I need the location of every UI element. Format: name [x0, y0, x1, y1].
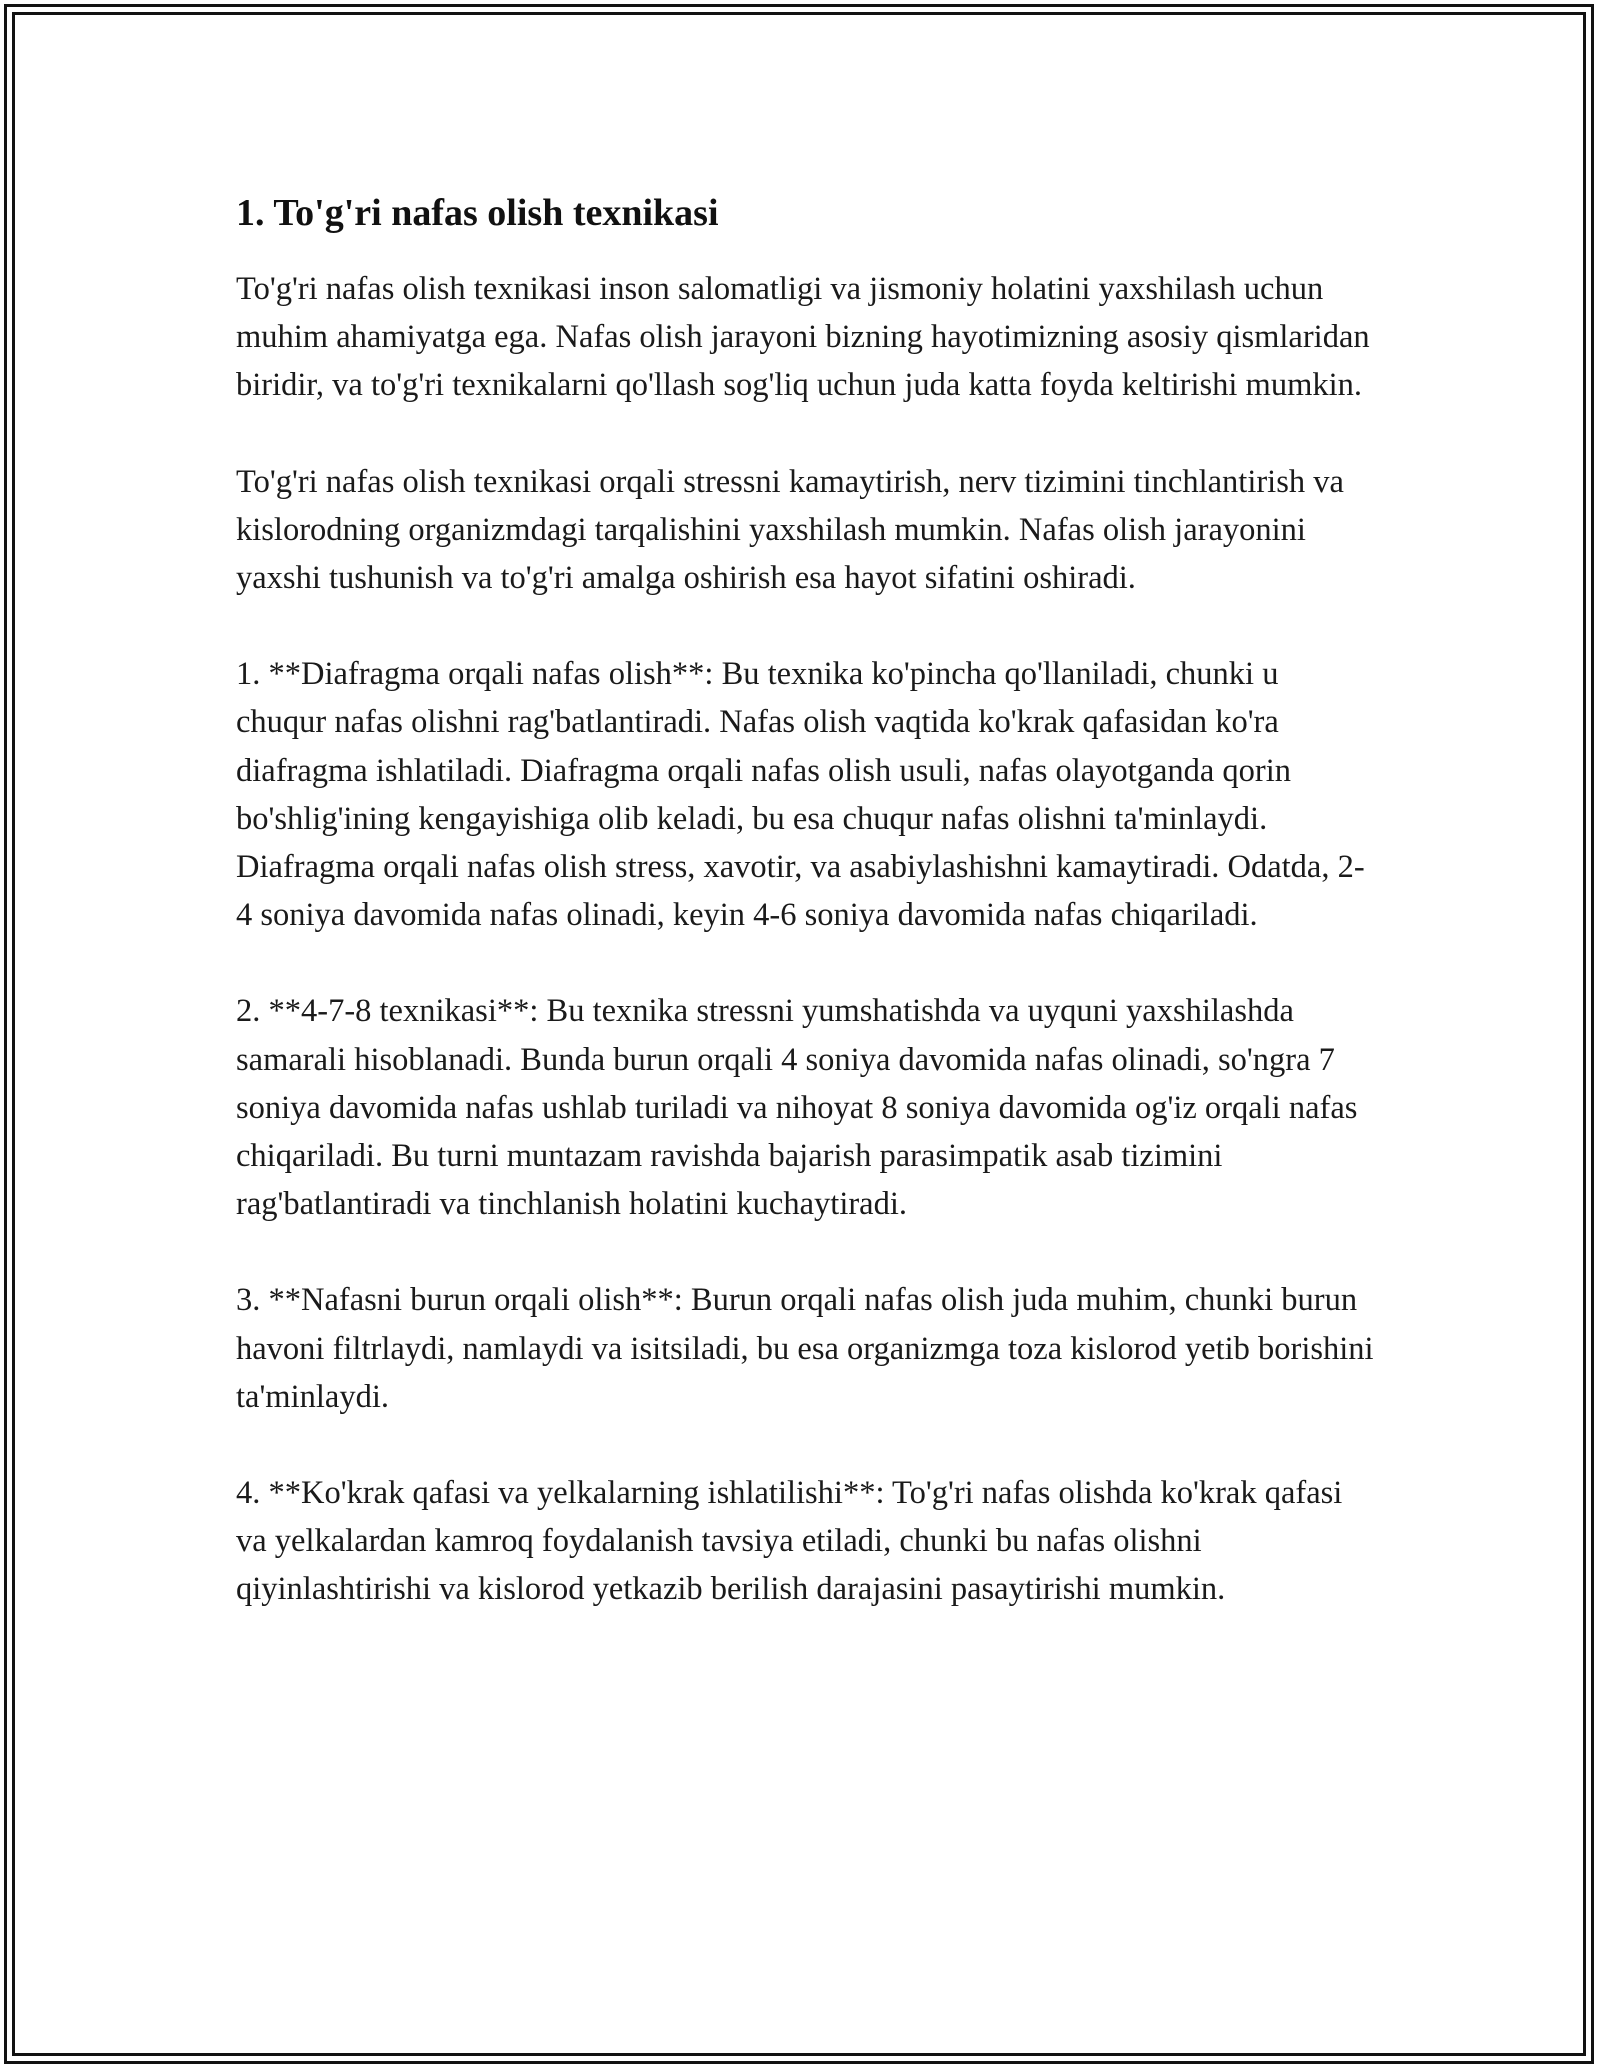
document-body [236, 185, 1376, 1662]
paragraph-chest-shoulders: 4. **Ko'krak qafasi va yelkalarning ishlatilishi**: To'g'ri nafas olishda ko'krak qafasi va yelkalardan kamroq foydalanish tavsiya etiladi, chunki bu nafas olishni qiyinlashtirishi va kislorod yetkazib berilish darajasini pasaytirishi mumkin. [236, 1475, 1343, 1608]
paragraph-nose-breathing: 3. **Nafasni burun orqali olish**: Burun orqali nafas olish juda muhim, chunki burun havoni filtrlaydi, namlaydi va isitsiladi, bu esa organizmga toza kislorod yetib borishini ta'minlaydi. [236, 1282, 1374, 1415]
paragraph-benefits: To'g'ri nafas olish texnikasi orqali stressni kamaytirish, nerv tizimini tinchlantirish va kislorodning organizmdagi tarqalishini yaxshilash mumkin. Nafas olish jarayonini yaxshi tushunish va to'g'ri amalga oshirish esa hayot sifatini oshiradi. [236, 463, 1344, 597]
paragraph-4-7-8: 2. **4-7-8 texnikasi**: Bu texnika stressni yumshatishda va uyquni yaxshilashda samarali hisoblanadi. Bunda burun orqali 4 soniya davomida nafas olinadi, so'ngra 7 soniya davomida nafas ushlab turiladi va nihoyat 8 soniya davomida og'iz orqali nafas chiqariladi. Bu turni muntazam ravishda bajarish parasimpatik asab tizimini rag'batlantiradi va tinchlanish holatini kuchaytiradi. [236, 993, 1358, 1223]
paragraph-diaphragm: 1. **Diafragma orqali nafas olish**: Bu texnika ko'pincha qo'llaniladi, chunki u chuqur nafas olishni rag'batlantiradi. Nafas olish vaqtida ko'krak qafasidan ko'ra diafragma ishlatiladi. Diafragma orqali nafas olish usuli, nafas olayotganda qorin bo'shlig'ining kengayishiga olib keladi, bu esa chuqur nafas olishni ta'minlaydi. Diafragma orqali nafas olish stress, xavotir, va asabiylashishni kamaytiradi. Odatda, 2-4 soniya davomida nafas olinadi, keyin 4-6 soniya davomida nafas chiqariladi. [236, 656, 1365, 934]
section-heading: 1. To'g'ri nafas olish texnikasi [236, 192, 719, 234]
paragraph-intro: To'g'ri nafas olish texnikasi inson salomatligi va jismoniy holatini yaxshilash uchun muhim ahamiyatga ega. Nafas olish jarayoni bizning hayotimizning asosiy qismlaridan biridir, va to'g'ri texnikalarni qo'llash sog'liq uchun juda katta foyda keltirishi mumkin. [236, 271, 1370, 404]
